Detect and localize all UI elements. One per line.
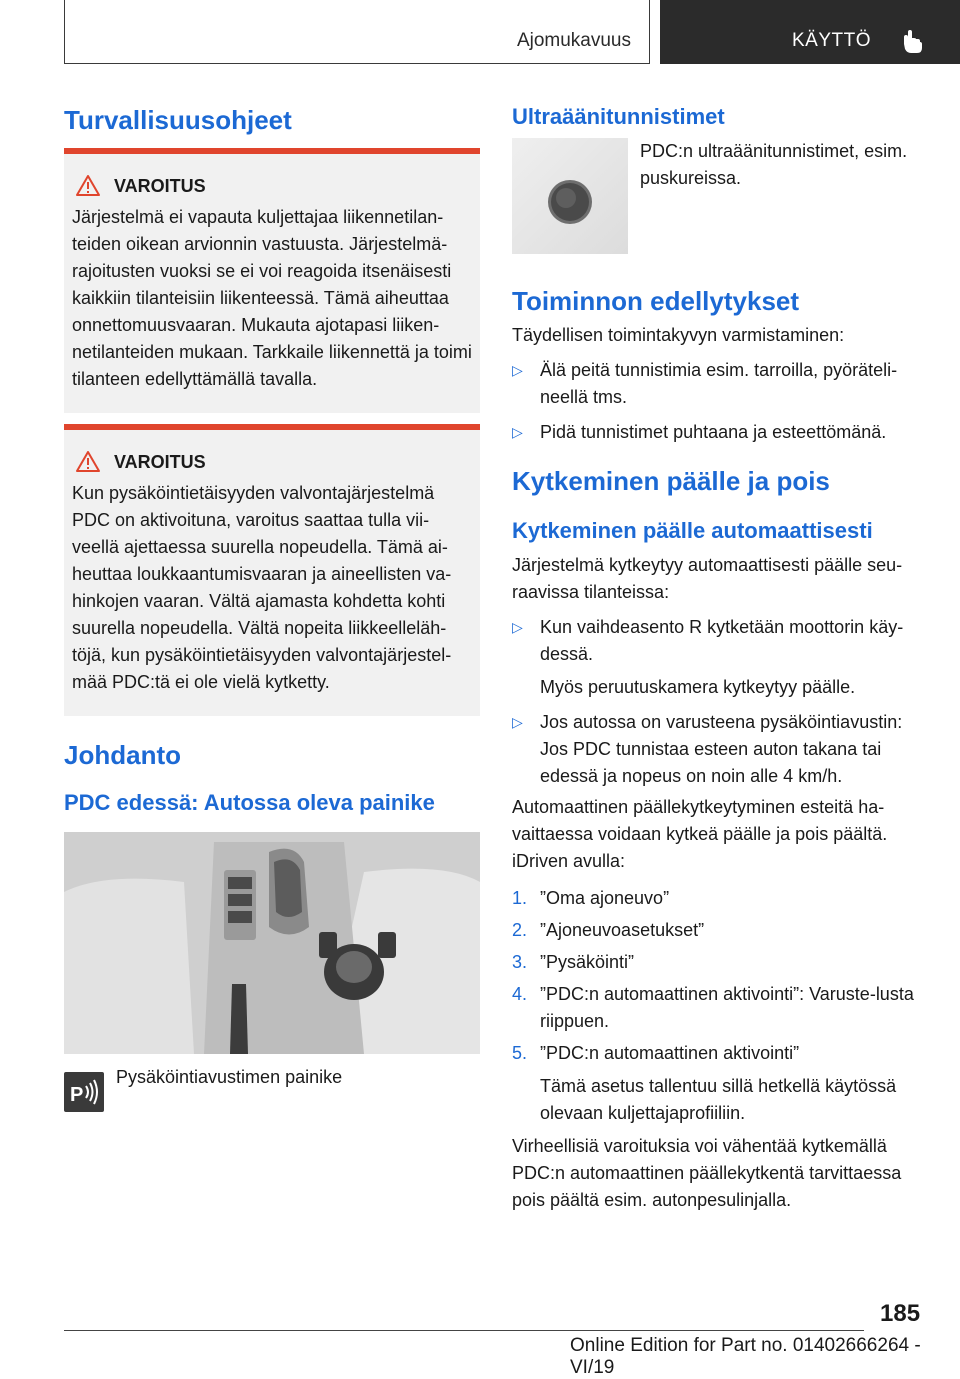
subsection-title-pdc-front: PDC edessä: Autossa oleva painike: [64, 790, 435, 815]
idrive-steps-list: [512, 885, 927, 1127]
step-item: [512, 917, 927, 944]
footer-edition: Online Edition for Part no. 01402666264 - VI/19: [570, 1335, 921, 1378]
list-item-text: Kun vaihdeasento R kytketään moottorin käy‐dessä.: [540, 617, 904, 664]
step-number: 1.: [512, 888, 528, 908]
step-item: [512, 981, 927, 1035]
warning-triangle-icon: [76, 174, 100, 196]
auto-conditions-list: [512, 614, 927, 790]
requirements-list: [512, 357, 927, 446]
step-subtext: Tämä asetus tallentuu sillä hetkellä käytössä olevaan kuljettajaprofiiliin.: [540, 1076, 897, 1123]
header-section-box: [64, 0, 650, 64]
subsection-title-sensors: Ultraäänitunnistimet: [512, 104, 725, 129]
step-text: ”PDC:n automaattinen aktivointi”: [540, 1043, 800, 1063]
right-column: [512, 100, 927, 1214]
step-number: 2.: [512, 920, 528, 940]
auto-intro: Järjestelmä kytkeytyy automaattisesti päälle seu‐raavissa tilanteissa:: [512, 555, 903, 602]
warning-title-1: VAROITUS: [114, 176, 206, 196]
list-item-text: Älä peitä tunnistimia esim. tarroilla, pyöräteli‐neellä tms.: [540, 360, 898, 407]
step-number: 4.: [512, 984, 528, 1004]
header-chapter-tab: [660, 0, 960, 64]
list-item-text: Pidä tunnistimet puhtaana ja esteettömänä.: [540, 422, 887, 442]
parking-assist-button-icon: [64, 1072, 104, 1112]
subsection-title-auto: Kytkeminen päälle automaattisesti: [512, 518, 873, 543]
step-text: ”PDC:n automaattinen aktivointi”: Varuste‐lusta riippuen.: [540, 984, 914, 1031]
step-number: 3.: [512, 952, 528, 972]
list-item: [512, 419, 927, 446]
list-item: [512, 357, 927, 411]
auto-note: Automaattinen päällekytkeytyminen esteitä ha‐vaittaessa voidaan kytkeä päälle ja pois päältä. iDriven avulla:: [512, 797, 888, 871]
center-console-illustration: [64, 832, 480, 1054]
ultrasonic-sensor-illustration: [512, 138, 628, 254]
sensors-description: PDC:n ultraäänitunnistimet, esim. puskureissa.: [640, 141, 908, 188]
section-title-requirements: Toiminnon edellytykset: [512, 286, 800, 316]
page-number: 185: [880, 1300, 921, 1327]
warning-box-1: [64, 148, 480, 413]
list-item-subtext: Myös peruutuskamera kytkeytyy päälle.: [540, 677, 856, 697]
hand-pointer-icon: [898, 26, 928, 56]
step-item: [512, 949, 927, 976]
warning-title-2: VAROITUS: [114, 452, 206, 472]
step-text: ”Oma ajoneuvo”: [540, 888, 670, 908]
step-number: 5.: [512, 1043, 528, 1063]
warning-text-1: Järjestelmä ei vapauta kuljettajaa liikennetilan‐teiden oikean arvionnin vastuusta. Järjestelmä‐rajoitusten vuoksi se ei voi reagoida itsenäisesti kaikkiin tilanteisiin liikenteessä. Tämä aiheuttaa onnettomuusvaaran. Mukauta ajotapasi liiken‐netilanteiden mukaan. Tarkkaile liikennettä ja toimi tilanteen edellyttämällä tavalla.: [72, 207, 472, 389]
bullet-triangle-icon: ▷: [512, 714, 523, 730]
step-item: [512, 885, 927, 912]
section-title-intro: Johdanto: [64, 740, 181, 770]
step-text: ”Pysäköinti”: [540, 952, 635, 972]
bullet-triangle-icon: ▷: [512, 619, 523, 635]
list-item: [512, 614, 927, 701]
requirements-intro: Täydellisen toimintakyvyn varmistaminen:: [512, 325, 845, 345]
section-title-safety: Turvallisuusohjeet: [64, 105, 292, 135]
bullet-triangle-icon: ▷: [512, 362, 523, 378]
ultrasonic-sensor-image: [512, 138, 628, 254]
svg-text:P: P: [70, 1084, 84, 1106]
button-caption: Pysäköintiavustimen painike: [116, 1067, 343, 1087]
header-section-title: Ajomukavuus: [516, 30, 631, 51]
header-chapter-label: KÄYTTÖ: [792, 30, 872, 51]
left-column: [64, 100, 480, 1114]
section-title-switching: Kytkeminen päälle ja pois: [512, 466, 830, 496]
list-item-text: Jos autossa on varusteena pysäköintiavustin: Jos PDC tunnistaa esteen auton takana tai edessä ja nopeus on noin alle 4 km/h.: [540, 712, 903, 786]
bullet-triangle-icon: ▷: [512, 424, 523, 440]
warning-triangle-icon: [76, 450, 100, 472]
button-caption-row: [64, 1067, 480, 1114]
list-item: [512, 709, 927, 790]
step-item: [512, 1040, 927, 1127]
sensor-row: [512, 138, 927, 256]
center-console-photo: [64, 832, 480, 1054]
warning-text-2: Kun pysäköintietäisyyden valvontajärjestelmä PDC on aktivoituna, varoitus saattaa tulla vii‐veellä ajettaessa suurella nopeudella. Tämä ai‐heuttaa loukkaantumisvaaran ja aineellisten va‐hinkojen vaaran. Vältä ajamasta kohdetta kohti suurella nopeudella. Vältä nopeita liikkeelleläh‐töjä, kun pysäköintietäisyyden valvontajärjestel‐mää PDC:tä ei ole vielä kytketty.: [72, 483, 452, 692]
warning-box-2: [64, 424, 480, 716]
footer-divider: [64, 1330, 864, 1331]
step-text: ”Ajoneuvoasetukset”: [540, 920, 705, 940]
closing-paragraph: Virheellisiä varoituksia voi vähentää kytkemällä PDC:n automaattinen päällekytkentä tarvittaessa pois päältä esim. autonpesulinjalla.: [512, 1136, 902, 1210]
